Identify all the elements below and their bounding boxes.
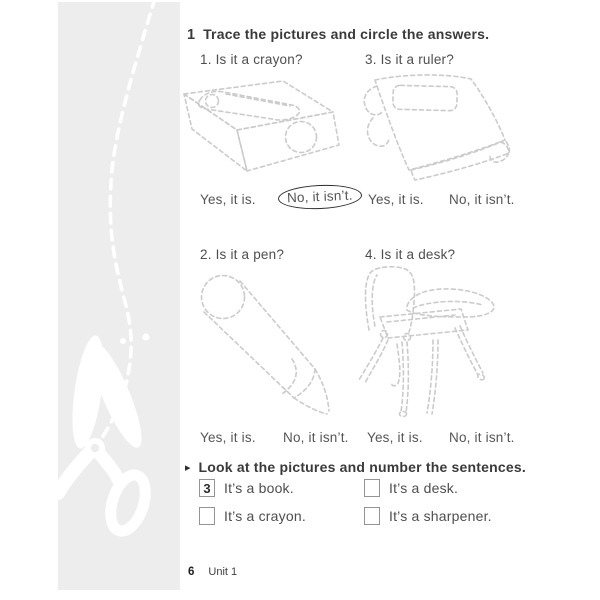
- answer-no-q1: No, it isn’t.: [278, 183, 363, 211]
- sentence-text-sharpener: It’s a sharpener.: [389, 508, 492, 524]
- answer-yes-q4: Yes, it is.: [367, 430, 423, 445]
- answer-no-q3: No, it isn’t.: [449, 192, 515, 207]
- answer-yes-q2: Yes, it is.: [200, 430, 256, 445]
- sentence-text-desk: It’s a desk.: [389, 480, 459, 496]
- activity2-title: [185, 459, 526, 475]
- answer-no-q4: No, it isn’t.: [449, 430, 515, 445]
- answer-yes-q1: Yes, it is.: [200, 192, 256, 207]
- sentence-item-desk: [364, 479, 458, 497]
- number-box-desk: [364, 479, 380, 497]
- sentence-item-sharpener: [364, 507, 492, 525]
- question-2-label: 2. Is it a pen?: [200, 247, 285, 262]
- activity1-title: [187, 26, 489, 43]
- number-box-sharpener: [364, 507, 380, 525]
- activity2-title-text: Look at the pictures and number the sentences.: [198, 459, 526, 475]
- number-box-book: 3: [199, 479, 215, 497]
- sentence-text-book: It’s a book.: [224, 480, 294, 496]
- sharpener-trace-image: [180, 77, 350, 182]
- question-1-label: 1. Is it a crayon?: [200, 52, 303, 67]
- unit-label: Unit 1: [208, 566, 238, 578]
- chair-trace-image: [357, 262, 507, 422]
- sentence-text-crayon: It’s a crayon.: [224, 508, 306, 524]
- activity1-title-text: Trace the pictures and circle the answers.: [203, 26, 490, 42]
- activity1-number: 1: [187, 27, 196, 43]
- sentence-item-crayon: [199, 507, 306, 525]
- cut-strip-art: [58, 2, 180, 590]
- page-footer: [188, 566, 237, 578]
- crayon-trace-image: [192, 266, 342, 421]
- sentence-item-book: [199, 479, 294, 497]
- answer-no-q2: No, it isn’t.: [283, 430, 349, 445]
- question-4-label: 4. Is it a desk?: [365, 247, 456, 262]
- question-3-label: 3. Is it a ruler?: [365, 52, 454, 67]
- book-trace-image: [353, 72, 513, 184]
- number-box-crayon: [199, 507, 215, 525]
- triangle-bullet-icon: ▸: [185, 462, 191, 474]
- cut-strip: [58, 2, 180, 590]
- page-number: 6: [188, 566, 195, 578]
- answer-yes-q3: Yes, it is.: [368, 192, 424, 207]
